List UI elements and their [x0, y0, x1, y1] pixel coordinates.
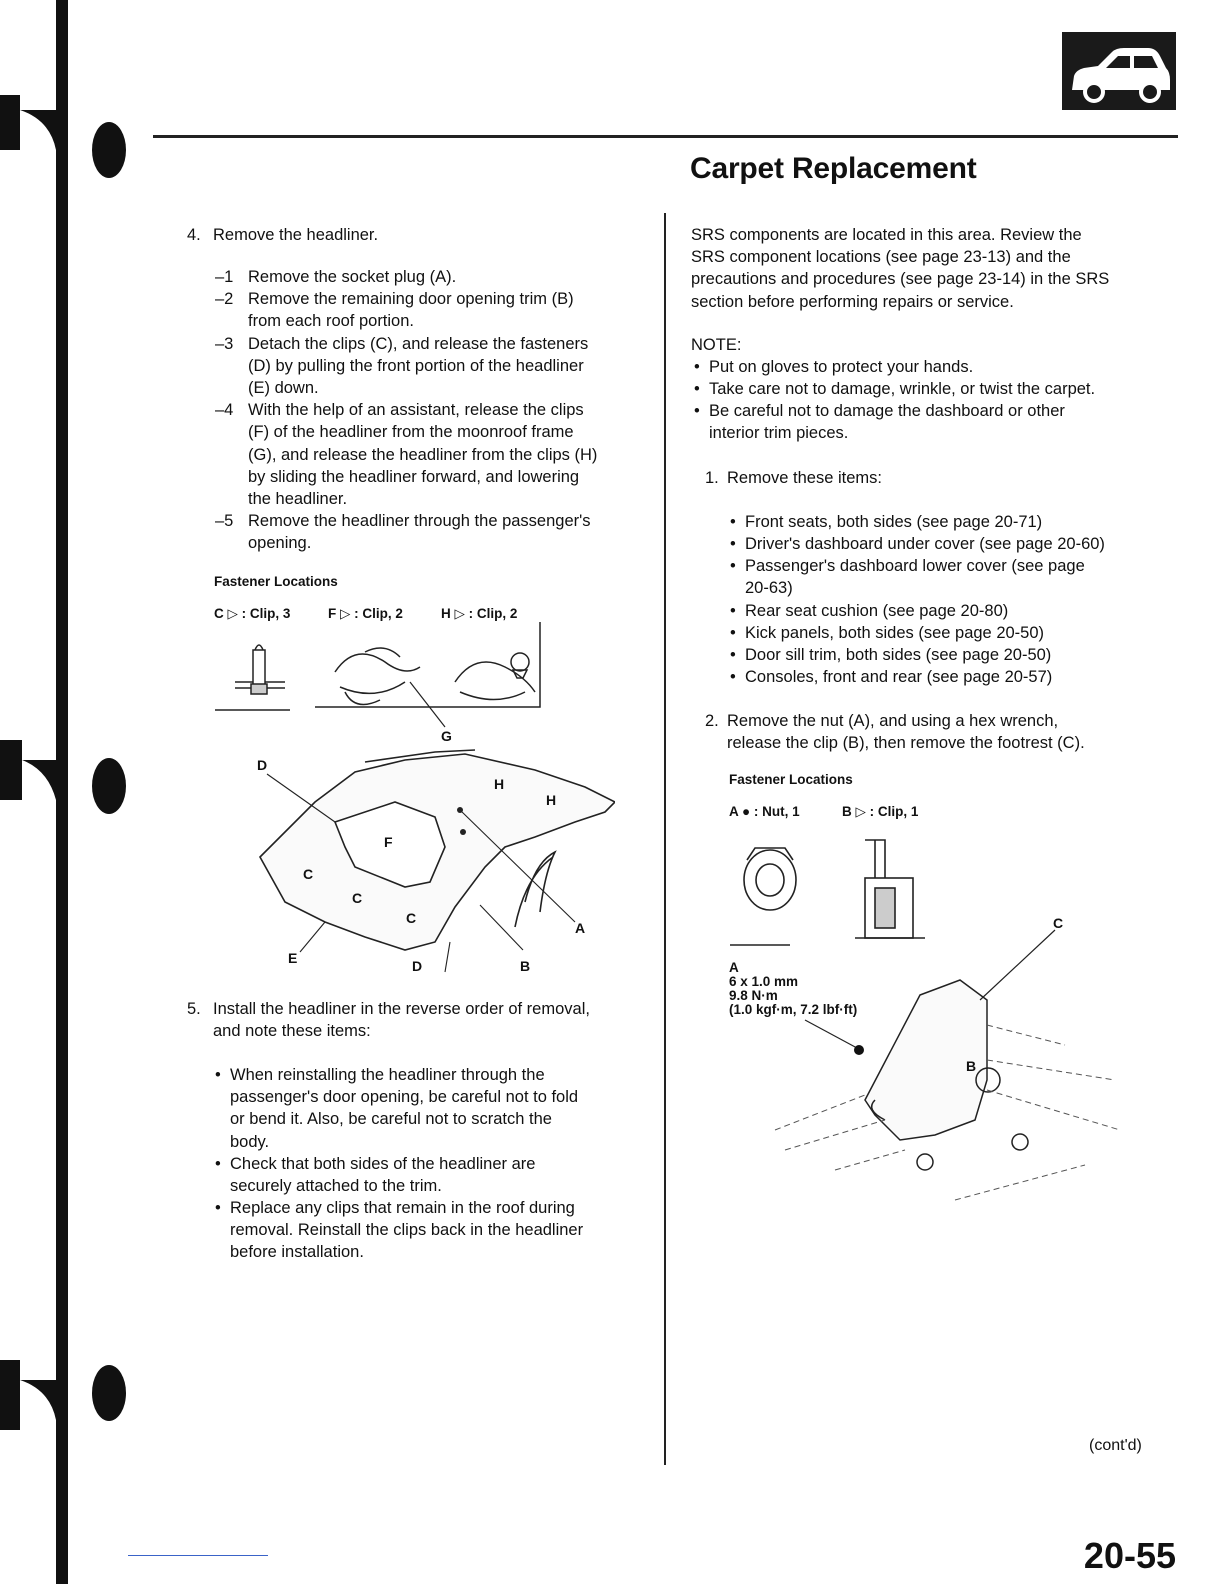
substep-line: (G), and release the headliner from the clips (H) [248, 445, 598, 464]
bullet-line: passenger's door opening, be careful not to fold [230, 1088, 579, 1107]
bullet-line: before installation. [230, 1243, 364, 1262]
bullet-line: body. [230, 1132, 270, 1151]
step-number: 4. [187, 226, 201, 244]
punch-hole-bottom [92, 1365, 126, 1421]
intro-line: section before performing repairs or service. [691, 292, 1014, 311]
substep-number: –2 [215, 290, 234, 309]
legend-clip-f: F ▷ : Clip, 2 [328, 606, 403, 621]
remove-item [745, 511, 1042, 533]
label-d: D [257, 757, 268, 773]
bullet-line: • Replace any clips that remain in the roof during [230, 1199, 575, 1217]
substep [213, 288, 653, 332]
clip-marker [460, 829, 466, 835]
torque-spec [729, 961, 857, 1017]
remove-item [745, 600, 1008, 622]
continued-label: (cont'd) [1089, 1437, 1142, 1454]
label-c-1: C [303, 866, 314, 882]
label-b-footrest: B [966, 1058, 977, 1074]
headliner-panel [260, 750, 615, 950]
substep-number: –1 [215, 268, 234, 286]
substep [213, 510, 653, 554]
remove-item [745, 622, 1044, 644]
note-line: • Be careful not to damage the dashboard or other [709, 402, 1065, 420]
step-2-line-1: Remove the nut (A), and using a hex wrench, [727, 712, 1059, 730]
substep [213, 266, 653, 288]
legend-clip-b: B ▷ : Clip, 1 [842, 804, 919, 819]
nut-and-clip-details [730, 840, 925, 945]
substep-line: Detach the clips (C), and release the fasteners [248, 334, 589, 353]
nut-marker [854, 1045, 864, 1055]
substep-line: (F) of the headliner from the moonroof frame [248, 423, 574, 442]
binding-edge [0, 0, 70, 1584]
header-rule [153, 135, 1178, 138]
remove-item [745, 555, 1085, 599]
step-2-number: 2. [705, 712, 719, 730]
intro-line: SRS components are located in this area. Review the [691, 226, 1082, 244]
step-5-bullet [230, 1153, 535, 1197]
step-4-substeps [213, 266, 653, 555]
step-5-number: 5. [187, 1000, 201, 1018]
substep [213, 333, 653, 400]
step-5-line-2: and note these items: [213, 1022, 371, 1040]
step-5-line-1: Install the headliner in the reverse order of removal, [213, 1000, 590, 1018]
label-h-2: H [546, 792, 557, 808]
note-bullet [709, 356, 973, 378]
legend-clip-c: C ▷ : Clip, 3 [214, 606, 291, 621]
bullet-line: removal. Reinstall the clips back in the headliner [230, 1221, 584, 1240]
label-g: G [441, 728, 452, 744]
remove-item-line: 20-63) [745, 579, 793, 598]
note-bullet [709, 400, 1065, 444]
bullet-line: or bend it. Also, be careful not to scratch the [230, 1110, 552, 1129]
step-4-text: Remove the headliner. [213, 226, 379, 244]
substep-line: (E) down. [248, 378, 319, 397]
remove-item-line: • Passenger's dashboard lower cover (see page [745, 557, 1085, 575]
substep-number: –4 [215, 401, 234, 420]
remove-item [745, 644, 1051, 666]
spec-line: (1.0 kgf·m, 7.2 lbf·ft) [729, 1002, 858, 1017]
fastener-locations-title: Fastener Locations [214, 574, 338, 589]
spec-line: A [729, 960, 739, 975]
substep-line: the headliner. [248, 489, 348, 508]
substep-line: by sliding the headliner forward, and lowering [248, 467, 580, 486]
binding-edge-graphic [0, 0, 70, 1584]
step-2-line-2: release the clip (B), then remove the footrest (C). [727, 734, 1085, 752]
substep-number: –3 [215, 334, 234, 353]
socket-plug-marker [457, 807, 463, 813]
legend-nut-a: A ● : Nut, 1 [729, 804, 800, 819]
intro-line: SRS component locations (see page 23-13) and the [691, 248, 1071, 267]
note-line: • Put on gloves to protect your hands. [709, 358, 974, 376]
step-1-number: 1. [705, 469, 719, 487]
remove-item-line: • Driver's dashboard under cover (see page 20-60) [745, 535, 1105, 553]
note-bullet [709, 378, 1095, 400]
label-c-footrest: C [1053, 915, 1064, 931]
punch-hole-top [92, 122, 126, 178]
step-1-text: Remove these items: [727, 469, 882, 487]
substep-line: (D) by pulling the front portion of the headliner [248, 356, 584, 375]
page-title: Carpet Replacement [690, 152, 977, 185]
remove-item-line: • Door sill trim, both sides (see page 20-50) [745, 646, 1052, 664]
label-c-2: C [352, 890, 363, 906]
substep-number: –5 [215, 512, 234, 531]
page-number: 20-55 [1083, 1535, 1176, 1576]
substep-line: Remove the headliner through the passenger's [248, 512, 591, 531]
step-5-bullet [230, 1197, 583, 1264]
footrest-panel [865, 980, 1028, 1170]
fastener-locations-title-right: Fastener Locations [729, 772, 853, 787]
substep [213, 399, 653, 510]
label-a: A [575, 920, 586, 936]
intro-line: precautions and procedures (see page 23-14) in the SRS [691, 270, 1110, 289]
punch-hole-middle [92, 758, 126, 814]
remove-item-line: • Rear seat cushion (see page 20-80) [745, 602, 1009, 620]
spec-line: 6 x 1.0 mm [729, 974, 799, 989]
footer-rule [128, 1555, 268, 1556]
substep-line: With the help of an assistant, release the clips [248, 401, 584, 420]
remove-item-line: • Front seats, both sides (see page 20-71) [745, 513, 1043, 531]
srs-intro [691, 224, 1109, 313]
footrest-diagram [725, 830, 1125, 1220]
legend-clip-h: H ▷ : Clip, 2 [441, 606, 518, 621]
note-label: NOTE: [691, 336, 742, 354]
bullet-line: • Check that both sides of the headliner are [230, 1155, 536, 1173]
label-d-2: D [412, 958, 423, 974]
bullet-line: securely attached to the trim. [230, 1177, 442, 1196]
remove-item [745, 666, 1052, 688]
substep-line: opening. [248, 534, 312, 553]
remove-item-line: • Kick panels, both sides (see page 20-50) [745, 624, 1045, 642]
substep-line: from each roof portion. [248, 312, 414, 331]
car-section-icon [1062, 32, 1176, 110]
column-divider [664, 213, 666, 1465]
label-c-3: C [406, 910, 417, 926]
bullet-line: • When reinstalling the headliner through the [230, 1066, 545, 1084]
label-e: E [288, 950, 298, 966]
remove-item [745, 533, 1105, 555]
spec-line: 9.8 N·m [729, 988, 778, 1003]
substep-line: Remove the remaining door opening trim (B) [248, 290, 574, 309]
label-b: B [520, 958, 531, 974]
clip-detail-illustrations [215, 622, 540, 710]
substep-line: Remove the socket plug (A). [248, 268, 457, 286]
step-4 [187, 224, 201, 246]
label-f: F [384, 834, 393, 850]
note-line: interior trim pieces. [709, 424, 849, 443]
label-h-1: H [494, 776, 505, 792]
remove-item-line: • Consoles, front and rear (see page 20-57) [745, 668, 1053, 686]
step-5-bullet [230, 1064, 578, 1153]
note-line: • Take care not to damage, wrinkle, or twist the carpet. [709, 380, 1096, 398]
